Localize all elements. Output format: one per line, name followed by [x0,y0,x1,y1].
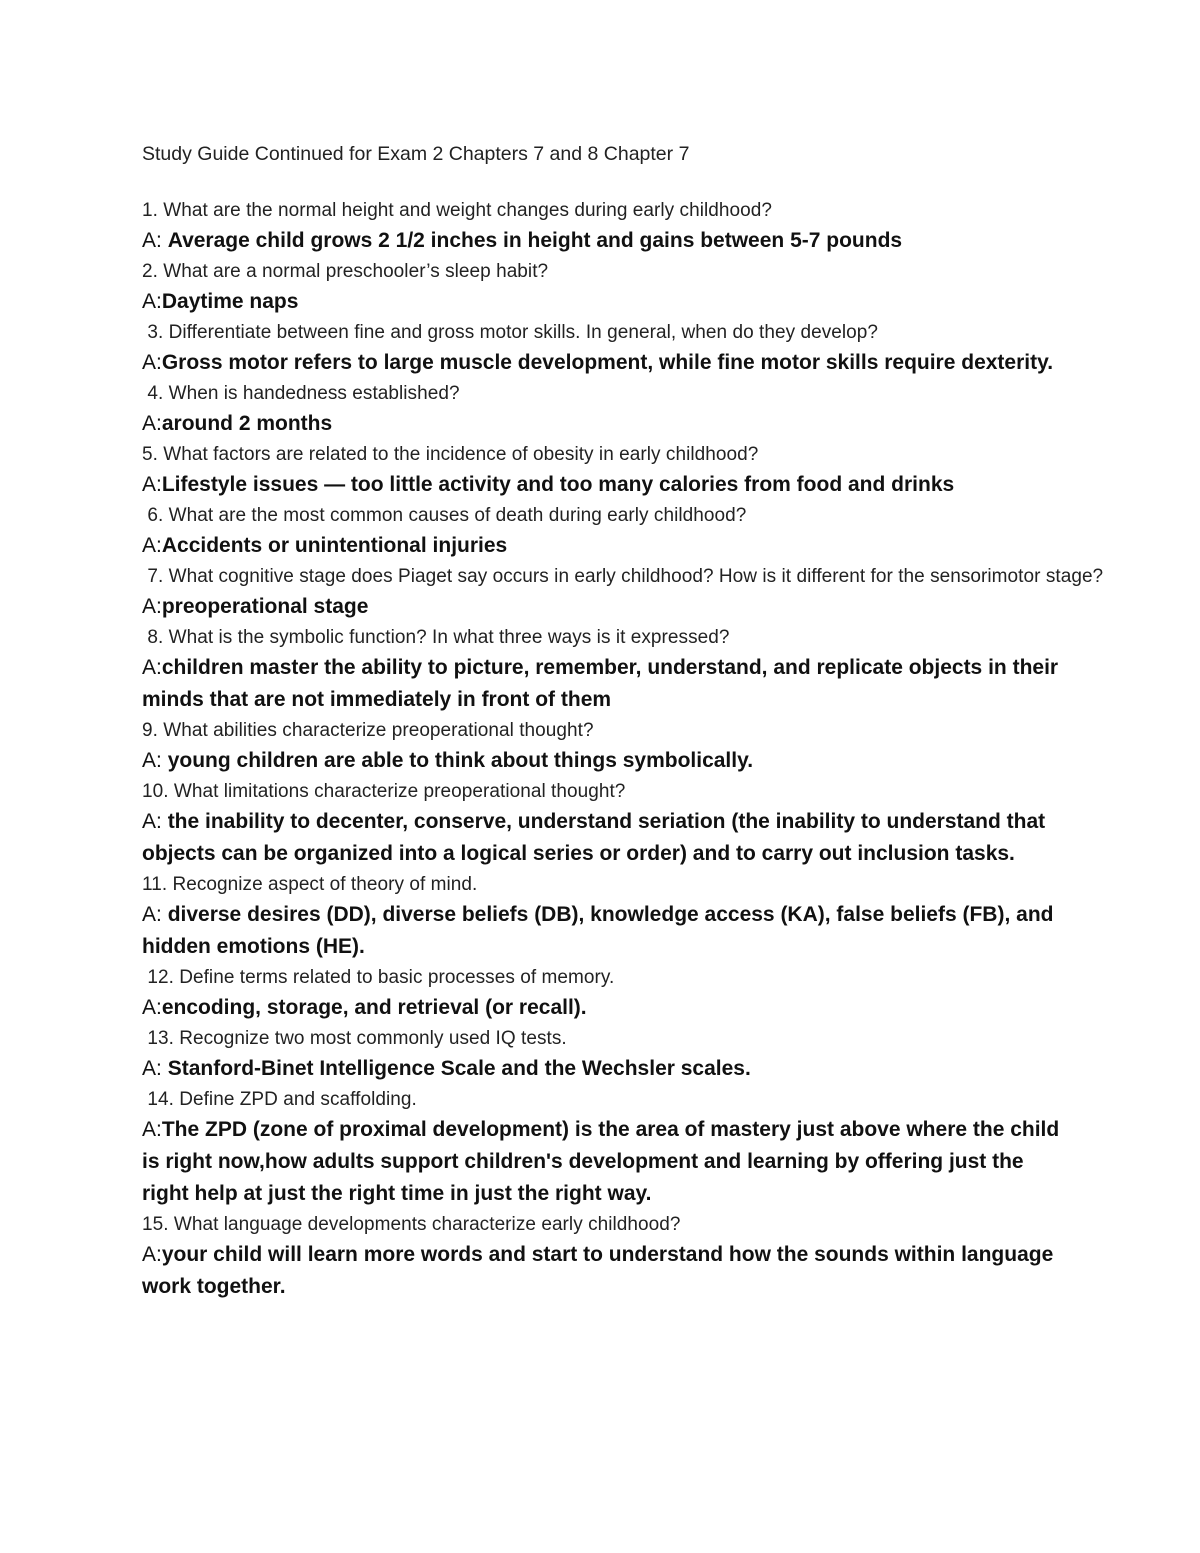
answer-line [142,469,1072,501]
answer-text: encoding, storage, and retrieval (or recall). [161,996,587,1019]
answer-prefix: A: [142,1243,162,1266]
answer-text: Stanford-Binet Intelligence Scale and the Wechsler scales. [167,1057,751,1080]
qa-item [142,379,1072,440]
question-text: 4. When is handedness established? [142,383,460,404]
answer-text: Accidents or unintentional injuries [161,534,508,557]
answer-text: around 2 months [161,412,333,435]
answer-text: preoperational stage [161,595,369,618]
question-text: 13. Recognize two most commonly used IQ tests. [142,1028,567,1049]
question-text: 2. What are a normal preschooler’s sleep habit? [142,261,549,282]
qa-item [142,870,1072,963]
answer-prefix: A: [142,290,162,313]
answer-line [142,1239,1072,1303]
qa-item [142,501,1072,562]
answer-prefix: A: [142,1118,162,1141]
answer-text: your child will learn more words and start to understand how the sounds within language work together. [142,1243,1054,1298]
question-text: 14. Define ZPD and scaffolding. [142,1089,417,1110]
qa-item [142,1210,1072,1303]
answer-line [142,745,1072,777]
qa-list [142,196,1104,1303]
answer-prefix: A: [142,595,162,618]
answer-prefix: A: [142,1057,168,1080]
answer-text: young children are able to think about things symbolically. [167,749,754,772]
answer-line [142,1053,1072,1085]
question-text: 10. What limitations characterize preoperational thought? [142,781,626,802]
answer-prefix: A: [142,903,168,926]
document-page [142,138,1104,1303]
question-text: 5. What factors are related to the incidence of obesity in early childhood? [142,444,759,465]
question-text: 6. What are the most common causes of death during early childhood? [142,505,747,526]
question-text: 9. What abilities characterize preoperational thought? [142,720,594,741]
answer-text: the inability to decenter, conserve, understand seriation (the inability to understand that objects can be organized into a logical series or order) and to carry out inclusion tasks. [142,810,1046,865]
question-text: 3. Differentiate between fine and gross motor skills. In general, when do they develop? [142,322,878,343]
answer-prefix: A: [142,473,162,496]
answer-line [142,652,1072,716]
answer-line [142,408,1072,440]
answer-line [142,286,1072,318]
answer-text: The ZPD (zone of proximal development) is the area of mastery just above where the child is right now,how adults support children's development and learning by offering just the right help at just the right time in just the right way. [142,1118,1060,1205]
question-text: 12. Define terms related to basic processes of memory. [142,967,615,988]
qa-item [142,716,1072,777]
answer-line [142,347,1072,379]
document-title: Study Guide Continued for Exam 2 Chapters 7 and 8 Chapter 7 [142,143,690,165]
qa-item [142,440,1072,501]
answer-prefix: A: [142,412,162,435]
answer-line [142,1114,1072,1210]
question-text: 8. What is the symbolic function? In what three ways is it expressed? [142,627,730,648]
question-text: 1. What are the normal height and weight changes during early childhood? [142,200,772,221]
answer-prefix: A: [142,656,162,679]
answer-text: diverse desires (DD), diverse beliefs (DB), knowledge access (KA), false beliefs (FB), and hidden emotions (HE). [142,903,1054,958]
question-text: 15. What language developments characterize early childhood? [142,1214,681,1235]
qa-item [142,562,1104,623]
answer-prefix: A: [142,749,168,772]
answer-prefix: A: [142,534,162,557]
answer-line [142,591,1072,623]
answer-prefix: A: [142,810,168,833]
qa-item [142,1085,1072,1210]
question-text: 11. Recognize aspect of theory of mind. [142,874,478,895]
answer-line [142,225,1072,257]
qa-item [142,257,1072,318]
answer-line [142,899,1072,963]
qa-item [142,777,1072,870]
qa-item [142,963,1072,1024]
answer-line [142,806,1072,870]
qa-item [142,318,1072,379]
answer-prefix: A: [142,351,162,374]
answer-prefix: A: [142,996,162,1019]
answer-text: Lifestyle issues — too little activity and too many calories from food and drinks [161,473,955,496]
question-text: 7. What cognitive stage does Piaget say occurs in early childhood? How is it different for the sensorimotor stage? [142,566,1104,587]
answer-text: Daytime naps [161,290,299,313]
answer-text: children master the ability to picture, remember, understand, and replicate objects in their minds that are not immediately in front of them [142,656,1059,711]
answer-line [142,992,1072,1024]
answer-prefix: A: [142,229,168,252]
qa-item [142,623,1072,716]
qa-item [142,196,1072,257]
answer-line [142,530,1072,562]
qa-item [142,1024,1072,1085]
answer-text: Gross motor refers to large muscle development, while fine motor skills require dexterity. [161,351,1054,374]
answer-text: Average child grows 2 1/2 inches in height and gains between 5-7 pounds [167,229,903,252]
